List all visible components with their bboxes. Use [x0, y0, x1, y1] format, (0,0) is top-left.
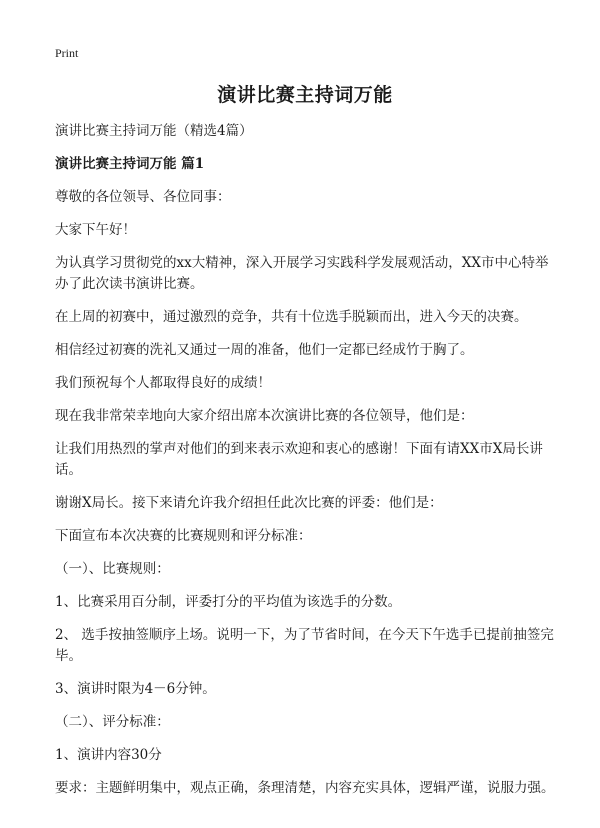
print-link[interactable]: Print	[55, 46, 79, 60]
paragraph: 现在我非常荣幸地向大家介绍出席本次演讲比赛的各位领导，他们是：	[55, 408, 474, 424]
paragraph: 让我们用热烈的掌声对他们的到来表示欢迎和衷心的感谢！下面有请XX市X局长讲话。	[55, 441, 543, 478]
paragraph: 下面宣布本次决赛的比赛规则和评分标准：	[55, 528, 312, 544]
paragraph: 我们预祝每个人都取得良好的成绩！	[55, 375, 271, 391]
section-heading: 演讲比赛主持词万能 篇1	[55, 156, 205, 172]
paragraph: 2、 选手按抽签顺序上场。说明一下，为了节省时间，在今天下午选手已提前抽签完毕。	[55, 627, 554, 664]
paragraph: 尊敬的各位领导、各位同事：	[55, 189, 231, 205]
paragraph: 大家下午好！	[55, 222, 136, 238]
paragraph: 3、演讲时限为4－6分钟。	[55, 681, 216, 697]
paragraph: 1、演讲内容30分	[55, 747, 162, 763]
paragraph: 相信经过初赛的洗礼又通过一周的准备，他们一定都已经成竹于胸了。	[55, 342, 474, 358]
paragraph: 要求：主题鲜明集中，观点正确，条理清楚，内容充实具体，逻辑严谨，说服力强。	[55, 780, 555, 796]
document-subtitle: 演讲比赛主持词万能（精选4篇）	[55, 123, 253, 139]
paragraph: 1、比赛采用百分制，评委打分的平均值为该选手的分数。	[55, 594, 402, 610]
paragraph: 在上周的初赛中，通过激烈的竞争，共有十位选手脱颖而出，进入今天的决赛。	[55, 309, 528, 325]
paragraph: 为认真学习贯彻党的xx大精神，深入开展学习实践科学发展观活动，XX市中心特举办了此次读书演讲比赛。	[55, 255, 549, 292]
paragraph: （二）、评分标准：	[55, 714, 170, 730]
paragraph: 谢谢X局长。接下来请允许我介绍担任此次比赛的评委：他们是：	[55, 495, 443, 511]
document-body	[55, 80, 555, 811]
document-title: 演讲比赛主持词万能	[217, 84, 393, 106]
paragraph: （一）、比赛规则：	[55, 561, 170, 577]
